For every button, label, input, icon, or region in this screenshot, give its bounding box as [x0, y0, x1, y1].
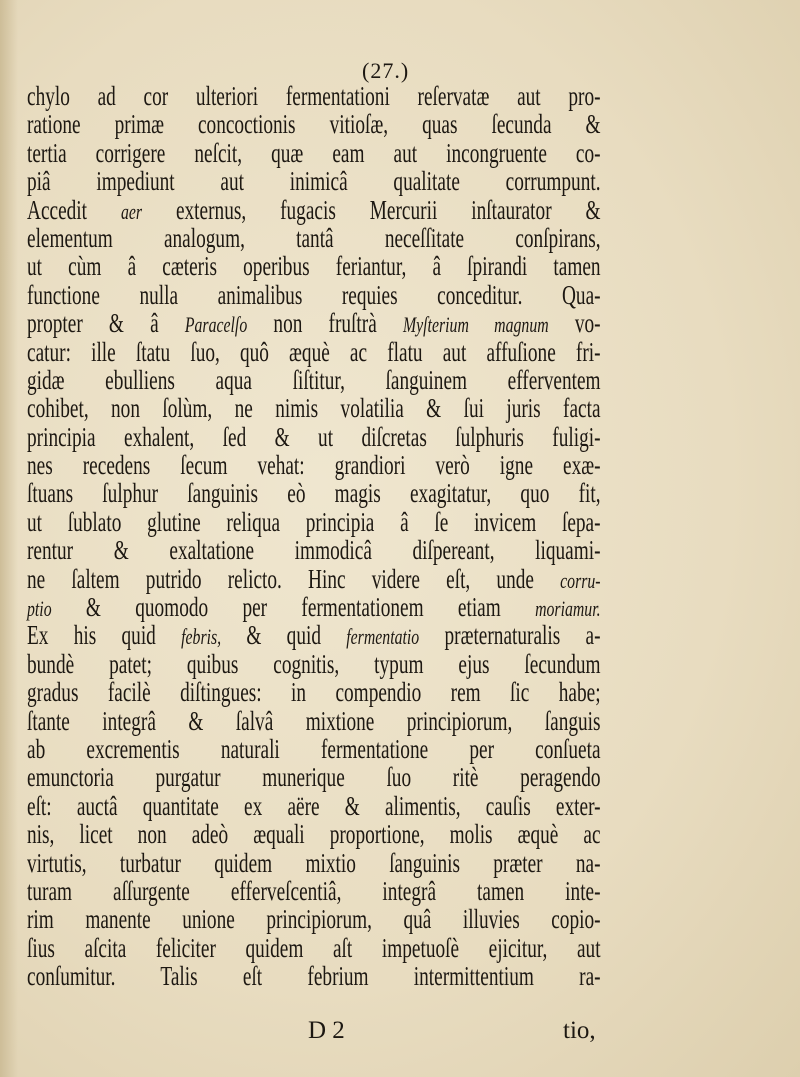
text-line-inner	[27, 934, 601, 962]
signature-mark: D 2	[308, 1017, 345, 1044]
text-line	[27, 934, 600, 962]
text-line-inner	[27, 167, 601, 195]
text-line-inner	[27, 224, 601, 252]
text-line-inner	[27, 593, 601, 623]
text-line	[27, 593, 600, 621]
italic-text: moriamur.	[535, 596, 601, 622]
page-number: (27.)	[362, 58, 410, 83]
text-segment: vo-	[548, 308, 601, 339]
text-line	[27, 252, 600, 280]
text-line	[27, 224, 600, 252]
text-segment: functione nulla animalibus requies conceditur. Qua-	[27, 279, 601, 310]
text-line-inner	[27, 536, 601, 564]
text-line-inner	[27, 451, 601, 479]
text-line	[27, 281, 600, 309]
text-segment: chylo ad cor ulteriori fermentationi reſervatæ aut pro-	[27, 81, 601, 111]
catchword: tio,	[563, 1017, 596, 1044]
italic-text: Paracelſo	[184, 312, 248, 338]
text-line-inner	[27, 110, 601, 138]
text-line	[27, 650, 600, 678]
text-line-inner	[27, 792, 601, 820]
text-line	[27, 536, 600, 564]
text-segment: ab excrementis naturali fermentatione per conſueta	[27, 733, 601, 764]
text-segment: ut cùm â cæteris operibus feriantur, â ſpirandi tamen	[27, 251, 601, 282]
text-line-inner	[27, 707, 601, 735]
text-line	[27, 82, 600, 110]
text-line	[27, 394, 600, 422]
text-line	[27, 905, 600, 933]
text-line	[27, 139, 600, 167]
text-segment: virtutis, turbatur quidem mixtio ſanguinis præter na-	[27, 847, 601, 878]
text-segment: Ex his quid	[27, 620, 182, 651]
text-line	[27, 877, 600, 905]
text-line-inner	[27, 394, 601, 422]
text-segment: propter & â	[27, 308, 185, 339]
text-segment: eſt: auctâ quantitate ex aëre & alimentis, cauſis exter-	[27, 790, 601, 821]
text-segment: cohibet, non ſolùm, ne nimis volatilia & ſui juris facta	[27, 393, 601, 424]
text-segment: & quomodo per fermentationem etiam	[51, 592, 536, 623]
text-line-inner	[27, 82, 601, 110]
text-segment: emunctoria purgatur munerique ſuo ritè peragendo	[27, 762, 601, 793]
text-segment: conſumitur. Talis eſt febrium intermittentium ra-	[27, 961, 601, 992]
text-line-inner	[27, 678, 601, 706]
body-text	[27, 82, 600, 991]
text-segment: gradus facilè diſtingues: in compendio rem ſic habe;	[27, 677, 601, 708]
text-line	[27, 338, 600, 366]
text-segment: ſtuans ſulphur ſanguinis eò magis exagitatur, quo fit,	[27, 478, 601, 509]
text-line	[27, 309, 600, 337]
text-line	[27, 196, 600, 224]
text-line-inner	[27, 735, 601, 763]
text-segment: bundè patet; quibus cognitis, typum ejus ſecundum	[27, 648, 601, 679]
text-line	[27, 792, 600, 820]
text-line-inner	[27, 423, 601, 451]
text-line-inner	[27, 962, 601, 990]
text-line-inner	[27, 621, 601, 651]
text-line	[27, 621, 600, 649]
text-line	[27, 508, 600, 536]
text-segment: piâ impediunt aut inimicâ qualitate corrumpunt.	[27, 166, 601, 197]
text-segment: ſius aſcita feliciter quidem aſt impetuoſè ejicitur, aut	[27, 932, 601, 963]
text-segment: principia exhalent, ſed & ut diſcretas ſulphuris fuligi-	[27, 421, 601, 452]
text-line-inner	[27, 281, 601, 309]
text-segment: ſtante integrâ & ſalvâ mixtione principiorum, ſanguis	[27, 705, 601, 736]
text-line	[27, 962, 600, 990]
text-line-inner	[27, 877, 601, 905]
text-line	[27, 479, 600, 507]
text-line-inner	[27, 565, 601, 595]
text-line-inner	[27, 338, 601, 366]
text-segment: tertia corrigere neſcit, quæ eam aut incongruente co-	[27, 137, 601, 168]
text-line	[27, 707, 600, 735]
text-line-inner	[27, 309, 601, 339]
text-line	[27, 451, 600, 479]
text-segment: & quid	[221, 620, 347, 651]
text-line	[27, 849, 600, 877]
text-segment: catur: ille ſtatu ſuo, quô æquè ac flatu aut affuſione fri-	[27, 336, 601, 367]
italic-text: ptio	[27, 596, 52, 622]
page-gutter-shadow	[0, 0, 18, 1077]
text-segment: rentur & exaltatione immodicâ diſpereant, liquami-	[27, 535, 601, 566]
text-line	[27, 565, 600, 593]
text-line	[27, 366, 600, 394]
text-segment: externus, fugacis Mercurii inſtaurator &	[142, 194, 601, 225]
text-line-inner	[27, 763, 601, 791]
text-segment: rim manente unione principiorum, quâ illuvies copio-	[27, 904, 601, 935]
text-segment: ne ſaltem putrido relicto. Hinc videre eſt, unde	[27, 563, 561, 594]
text-line	[27, 167, 600, 195]
text-segment: præternaturalis a-	[419, 620, 601, 651]
text-line	[27, 735, 600, 763]
italic-text: Myſterium magnum	[402, 312, 549, 338]
text-segment: nis, licet non adeò æquali proportione, molis æquè ac	[27, 819, 601, 850]
text-line	[27, 820, 600, 848]
text-segment: ut ſublato glutine reliqua principia â ſe invicem ſepa-	[27, 506, 601, 537]
text-line	[27, 763, 600, 791]
text-line	[27, 110, 600, 138]
text-line-inner	[27, 820, 601, 848]
italic-text: febris,	[181, 624, 222, 650]
text-line-inner	[27, 252, 601, 280]
text-segment: elementum analogum, tantâ neceſſitate conſpirans,	[27, 222, 601, 253]
text-segment: Accedit	[27, 194, 121, 225]
text-line	[27, 423, 600, 451]
text-segment: ratione primæ concoctionis vitioſæ, quas ſecunda &	[27, 109, 601, 140]
text-line-inner	[27, 196, 601, 226]
text-segment: nes recedens ſecum vehat: grandiori verò igne exæ-	[27, 450, 601, 481]
text-line	[27, 678, 600, 706]
italic-text: corru-	[560, 567, 601, 593]
text-line-inner	[27, 366, 601, 394]
italic-text: fermentatio	[346, 624, 420, 650]
text-line-inner	[27, 139, 601, 167]
text-line-inner	[27, 650, 601, 678]
text-segment: non fruſtrà	[247, 308, 403, 339]
text-segment: turam aſſurgente efferveſcentiâ, integrâ tamen inte-	[27, 875, 601, 906]
text-line-inner	[27, 905, 601, 933]
text-segment: gidæ ebulliens aqua ſiſtitur, ſanguinem efferventem	[27, 364, 601, 395]
text-line-inner	[27, 849, 601, 877]
italic-text: aer	[120, 198, 143, 224]
text-line-inner	[27, 508, 601, 536]
text-line-inner	[27, 479, 601, 507]
